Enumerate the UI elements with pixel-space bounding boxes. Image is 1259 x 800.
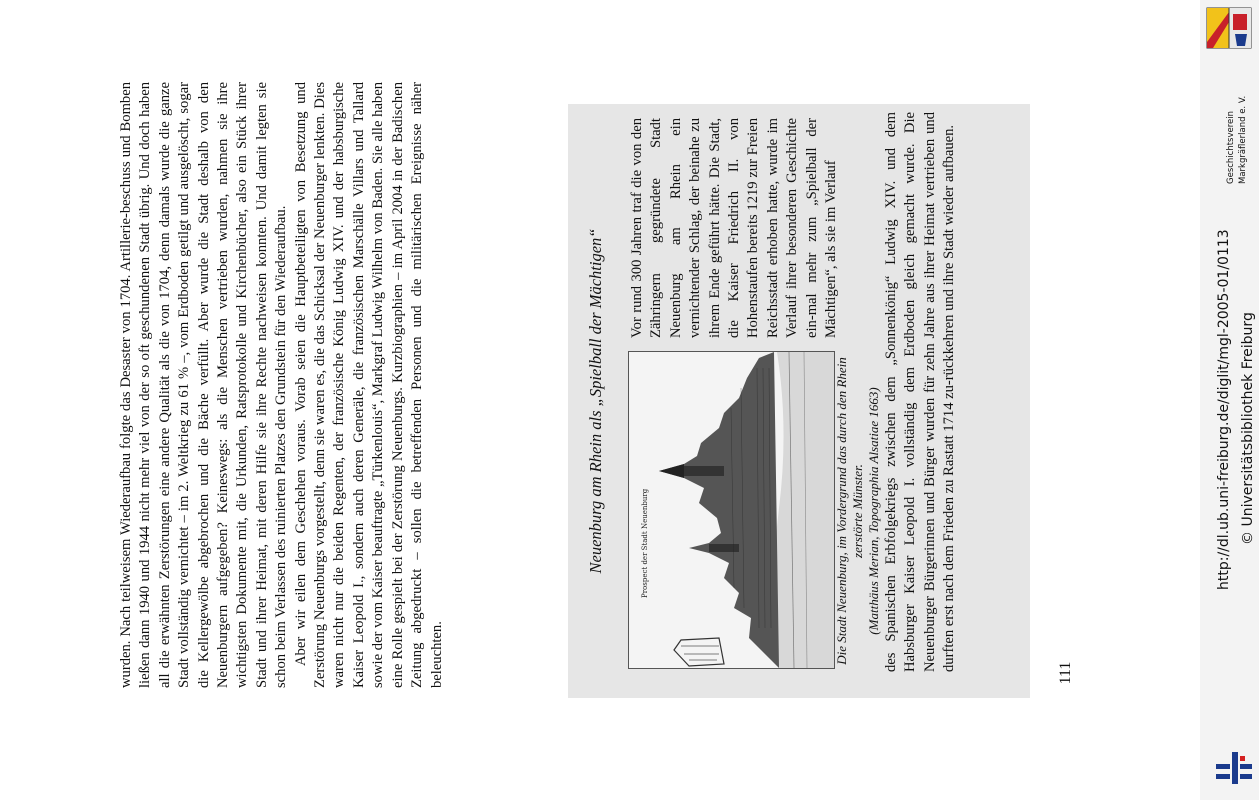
society-name-line-1: Geschichtsverein [1226,110,1236,184]
insert-side-text: Vor rund 300 Jahren traf die von den Zähringern gegründete Stadt Neuenburg am Rhein ein vernichtender Schlag, der beinahe zu ihrem Ende geführt hätte. Die Stadt, die Kaiser Friedrich II. von Hohenstaufen bereits 1219 zur Freien Reichsstadt erhoben hatte, wurde im Verlauf ihrer besonderen Geschichte ein-mal mehr zum „Spielball der Mächtigen“, als sie im Verlauf [629,118,840,338]
page-number: 111 [1057,661,1074,685]
insert-bottom-text: des Spanischen Erbfolgekriegs zwischen dem „Sonnenkönig“ Ludwig XIV. und dem Habsburger Kaiser Leopold I. vollständig dem Erdboden gleich gemacht wurde. Die Neuenburger Bürgerinnen und Bürger wurden für zehn Jahre aus ihrer Heimat vertrieben und durften erst nach dem Frieden zu Rastatt 1714 zu-rückkehren und ihre Stadt wieder aufbauen. [883,112,958,672]
caption-line-1: Die Stadt Neuenburg, im Vordergrund das durch den Rhein [834,357,849,665]
figure-caption [834,353,882,669]
insert-title: Neuenburg am Rhein als „Spielball der Mächtigen“ [586,228,605,574]
document-url-link[interactable]: http://dl.ub.uni-freiburg.de/diglit/mgl-2005-01/0113 [1216,229,1232,590]
ub-freiburg-logo-icon [1210,748,1254,788]
caption-line-3: (Matthäus Merian, Topographia Alsatiae 1663) [866,387,881,635]
intro-paragraph-2: Aber wir eilen dem Geschehen voraus. Vorab seien die Hauptbeteiligten von Besetzung und Zerstörung Neuenburgs vorgestellt, denn sie waren es, die das Schicksal der Neuenburger lenkten. Dies waren nicht nur die beiden Regenten, der französische König Ludwig XIV. und der habsburgische Kaiser Leopold I., sondern auch deren Generäle, die französischen Marschälle Villars und Tallard sowie der vom Kaiser beauftragte „Türkenlouis“, Markgraf Ludwig Wilhelm von Baden. Sie alle haben eine Rolle gespielt bei der Zerstörung Neuenburgs. Kurzbiographien – im April 2004 in der Badischen Zeitung abgedruckt – sollen die betreffenden Personen und die militärischen Ereignisse näher beleuchten. [292,82,445,688]
intro-text [117,82,447,688]
copyright-notice: © Universitätsbibliothek Freiburg [1240,312,1256,545]
engraving-drawing [629,352,834,668]
engraving-label: Prospect der Stadt Neuenburg [641,488,649,598]
society-name-line-2: Markgräflerland e. V. [1238,95,1248,184]
coat-of-arms-icon [1205,6,1253,50]
intro-paragraph-1: wurden. Nach teilweisem Wiederaufbau folgte das Desaster von 1704. Artillerie-beschuss und Bomben ließen dann 1940 und 1944 nicht mehr viel von der so oft geschundenen Stadt übrig. Und doch haben all die erwähnten Zerstörungen eine andere Qualität als die von 1704, denn damals wurde die ganze Stadt vollständig vernichtet – im 2. Weltkrieg zu 61 % –, vom Erdboden getilgt und ausgelöscht, sogar die Kellergewölbe abgebrochen und die Bäche verfüllt. Aber wurde die Stadt deshalb von den Neuenburgern aufgegeben? Keineswegs: als die Menschen vertrieben wurden, nahmen sie ihre wichtigsten Dokumente mit, die Urkunden, Ratsprotokolle und Kirchenbücher, also ein Stück ihrer Stadt und ihrer Heimat, mit deren Hilfe sie ihre Rechte nachweisen konnten. Und damit legten sie schon beim Verlassen des ruinierten Platzes den Grundstein für den Wiederaufbau. [118,82,290,688]
caption-line-2: zerstörte Münster. [850,464,865,558]
engraving-image [628,351,835,669]
